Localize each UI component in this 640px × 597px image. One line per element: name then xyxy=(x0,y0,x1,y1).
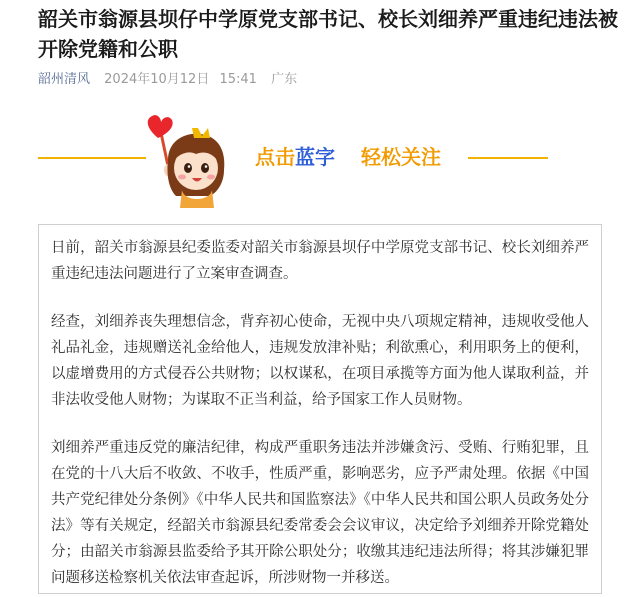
banner-blue-words: 蓝字 xyxy=(295,145,335,169)
article-content-box xyxy=(38,224,602,594)
follow-banner[interactable] xyxy=(0,110,640,210)
content-paragraph-1: 日前，韶关市翁源县纪委监委对韶关市翁源县坝仔中学原党支部书记、校长刘细养严重违纪违法问题进行了立案审查调查。 xyxy=(51,240,589,282)
banner-click-text[interactable] xyxy=(255,144,335,170)
publish-date: 2024年10月12日 xyxy=(104,72,210,87)
article-meta xyxy=(38,71,297,89)
banner-follow-text[interactable]: 轻松关注 xyxy=(361,145,441,169)
publish-time: 15:41 xyxy=(219,72,257,87)
publish-location: 广东 xyxy=(271,72,298,87)
author-link[interactable]: 韶州清风 xyxy=(38,72,91,87)
article-title: 韶关市翁源县坝仔中学原党支部书记、校长刘细养严重违纪违法被开除党籍和公职 xyxy=(38,7,618,61)
content-paragraph-2: 经查，刘细养丧失理想信念，背弃初心使命，无视中央八项规定精神，违规收受他人礼品礼金，违规赠送礼金给他人，违规发放津补贴；利欲熏心，利用职务上的便利，以虚增费用的方式侵吞公共财物；以权谋私，在项目承揽等方面为他人谋取利益，并非法收受他人财物；为谋取不正当利益，给予国家工作人员财物。 xyxy=(51,314,589,408)
banner-click-prefix: 点击 xyxy=(255,145,295,169)
content-paragraph-3: 刘细养严重违反党的廉洁纪律，构成严重职务违法并涉嫌贪污、受贿、行贿犯罪，且在党的十八大后不收敛、不收手，性质严重，影响恶劣，应予严肃处理。依据《中国共产党纪律处分条例》《中华人民共和国监察法》《中华人民共和国公职人员政务处分法》等有关规定，经韶关市翁源县纪委常委会会议审议，决定给予刘细养开除党籍处分；由韶关市翁源县监委给予其开除公职处分；收缴其违纪违法所得；将其涉嫌犯罪问题移送检察机关依法审查起诉，所涉财物一并移送。 xyxy=(51,440,589,586)
